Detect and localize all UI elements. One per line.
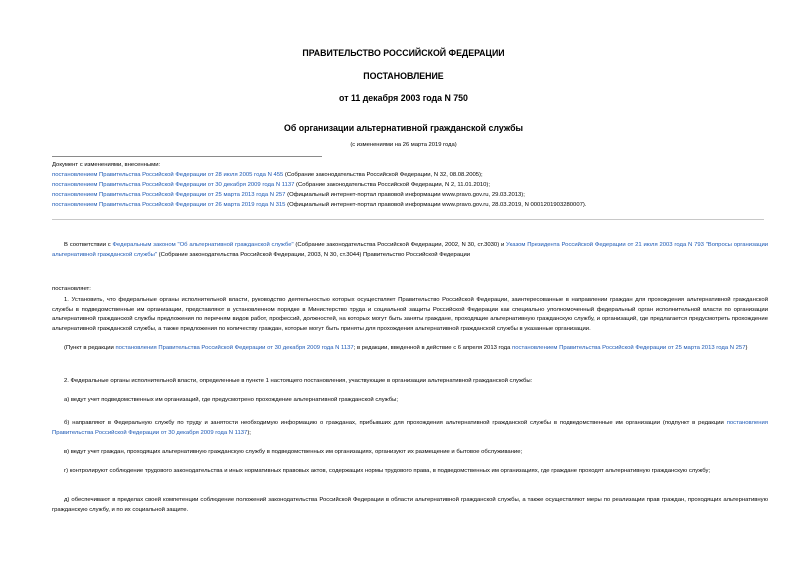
text-run: ); — [247, 429, 251, 436]
change-item — [52, 170, 772, 180]
text-run: (Пункт в редакции — [64, 345, 116, 351]
amendment-link[interactable]: постановления Правительства Российской Федерации от 30 декабря 2009 года N 1137 — [52, 420, 768, 436]
change-link[interactable]: постановлением Правительства Российской Федерации от 25 марта 2013 года N 257 — [52, 192, 286, 198]
text-run: (Собрание законодательства Российской Федерации, 2002, N 30, ст.3030) и — [293, 242, 507, 248]
presidential-decree-link[interactable]: Указом Президента Российской Федерации от 21 июля 2003 года N 793 "Вопросы организации альтернативной гражданской службы" — [52, 242, 769, 258]
change-source: (Собрание законодательства Российской Федерации, N 32, 08.08.2005); — [283, 172, 483, 178]
document-title: Об организации альтернативной гражданской службы — [283, 123, 524, 133]
subparagraph-v: в) ведут учет граждан, проходящих альтернативную гражданскую службу в подведомственных им организациях, организуют их размещение и бытовое обслуживание; — [64, 449, 523, 455]
text-run: ; в редакции, введенной в действие с 6 апреля 2013 года — [353, 345, 513, 351]
text-run: (Собрание законодательства Российской Федерации, 2003, N 30, ст.3044) Правительство Российской Федерации — [156, 251, 471, 258]
subparagraph-b — [52, 419, 768, 438]
divider-top — [52, 156, 322, 157]
doc-type-heading: ПОСТАНОВЛЕНИЕ — [363, 71, 444, 81]
subparagraph-g: г) контролируют соблюдение трудового законодательства и иных нормативных правовых актов, содержащих нормы трудового права, в подведомственных им организациях, где граждане проходят альтернативную гражданскую службу; — [64, 468, 711, 474]
change-source: (Официальный интернет-портал правовой информации www.pravo.gov.ru, 28.03.2019, N 0001201903280007). — [285, 202, 587, 208]
subparagraph-a: а) ведут учет подведомственных им организаций, где предусмотрено прохождение альтернативной гражданской службы; — [64, 397, 398, 403]
change-item — [52, 190, 772, 200]
text-run: б) направляют в Федеральную службу по труду и занятости необходимую информацию о гражданах, прибывших для прохождения альтернативной гражданской службы в подведомственные им организации (подпункт в редакции — [64, 420, 727, 426]
change-link[interactable]: постановлением Правительства Российской Федерации от 30 декабря 2009 года N 1137 — [52, 182, 295, 188]
changes-list — [52, 160, 772, 210]
government-heading: ПРАВИТЕЛЬСТВО РОССИЙСКОЙ ФЕДЕРАЦИИ — [302, 48, 505, 58]
change-link[interactable]: постановлением Правительства Российской Федерации от 28 июля 2005 года N 455 — [52, 172, 284, 178]
postanovlyaet-text: постановляет: — [52, 286, 91, 292]
change-item — [52, 200, 772, 210]
paragraph-1-note — [52, 344, 768, 354]
text-run: В соответствии с — [64, 242, 113, 248]
subparagraph-d: д) обеспечивают в пределах своей компетенции соблюдение положений законодательства Российской Федерации в области альтернативной гражданской службы, а также осуществляют меры по реализации прав граждан, проходящих альтернативную гражданскую службу, и по их социальной защите. — [52, 497, 768, 513]
date-number-heading: от 11 декабря 2003 года N 750 — [339, 93, 468, 103]
amendment-link[interactable]: постановления Правительства Российской Федерации от 30 декабря 2009 года N 1137 — [115, 345, 354, 351]
preamble-paragraph — [52, 241, 768, 260]
divider-bottom — [52, 219, 764, 220]
amendment-link[interactable]: постановлением Правительства Российской Федерации от 25 марта 2013 года N 257 — [512, 345, 746, 351]
paragraph-1: 1. Установить, что федеральные органы исполнительной власти, руководство деятельностью которых осуществляет Правительство Российской Федерации, заинтересованные в направлении граждан для прохождения альтернативной гражданской службы в подведомственные им организации, представляют в установленном порядке в Министерство труда и социальной защиты Российской Федерации как специально уполномоченный федеральный орган исполнительной власти по организации альтернативной гражданской службы предложения по перечням видов работ, профессий, должностей, на которых могут быть заняты граждане, проходящие альтернативную гражданскую службу, и организаций, где предлагается предусмотреть прохождение альтернативной гражданской службы, а также предложения по количеству граждан, которые могут быть приняты для прохождения альтернативной гражданской службы в указанные организации. — [52, 297, 768, 332]
federal-law-link[interactable]: Федеральным законом "Об альтернативной гражданской службе" — [112, 242, 294, 248]
change-source: (Собрание законодательства Российской Федерации, N 2, 11.01.2010); — [294, 182, 491, 188]
revision-note: (с изменениями на 26 марта 2019 года) — [350, 142, 457, 148]
text-run: ) — [745, 345, 748, 351]
change-item — [52, 180, 772, 190]
changes-intro: Документ с изменениями, внесенными: — [52, 162, 161, 168]
paragraph-2: 2. Федеральные органы исполнительной власти, определенные в пункте 1 настоящего постановления, участвующие в организации альтернативной гражданской службы: — [64, 378, 533, 384]
change-link[interactable]: постановлением Правительства Российской Федерации от 26 марта 2019 года N 315 — [52, 202, 286, 208]
change-source: (Официальный интернет-портал правовой информации www.pravo.gov.ru, 29.03.2013); — [285, 192, 525, 198]
